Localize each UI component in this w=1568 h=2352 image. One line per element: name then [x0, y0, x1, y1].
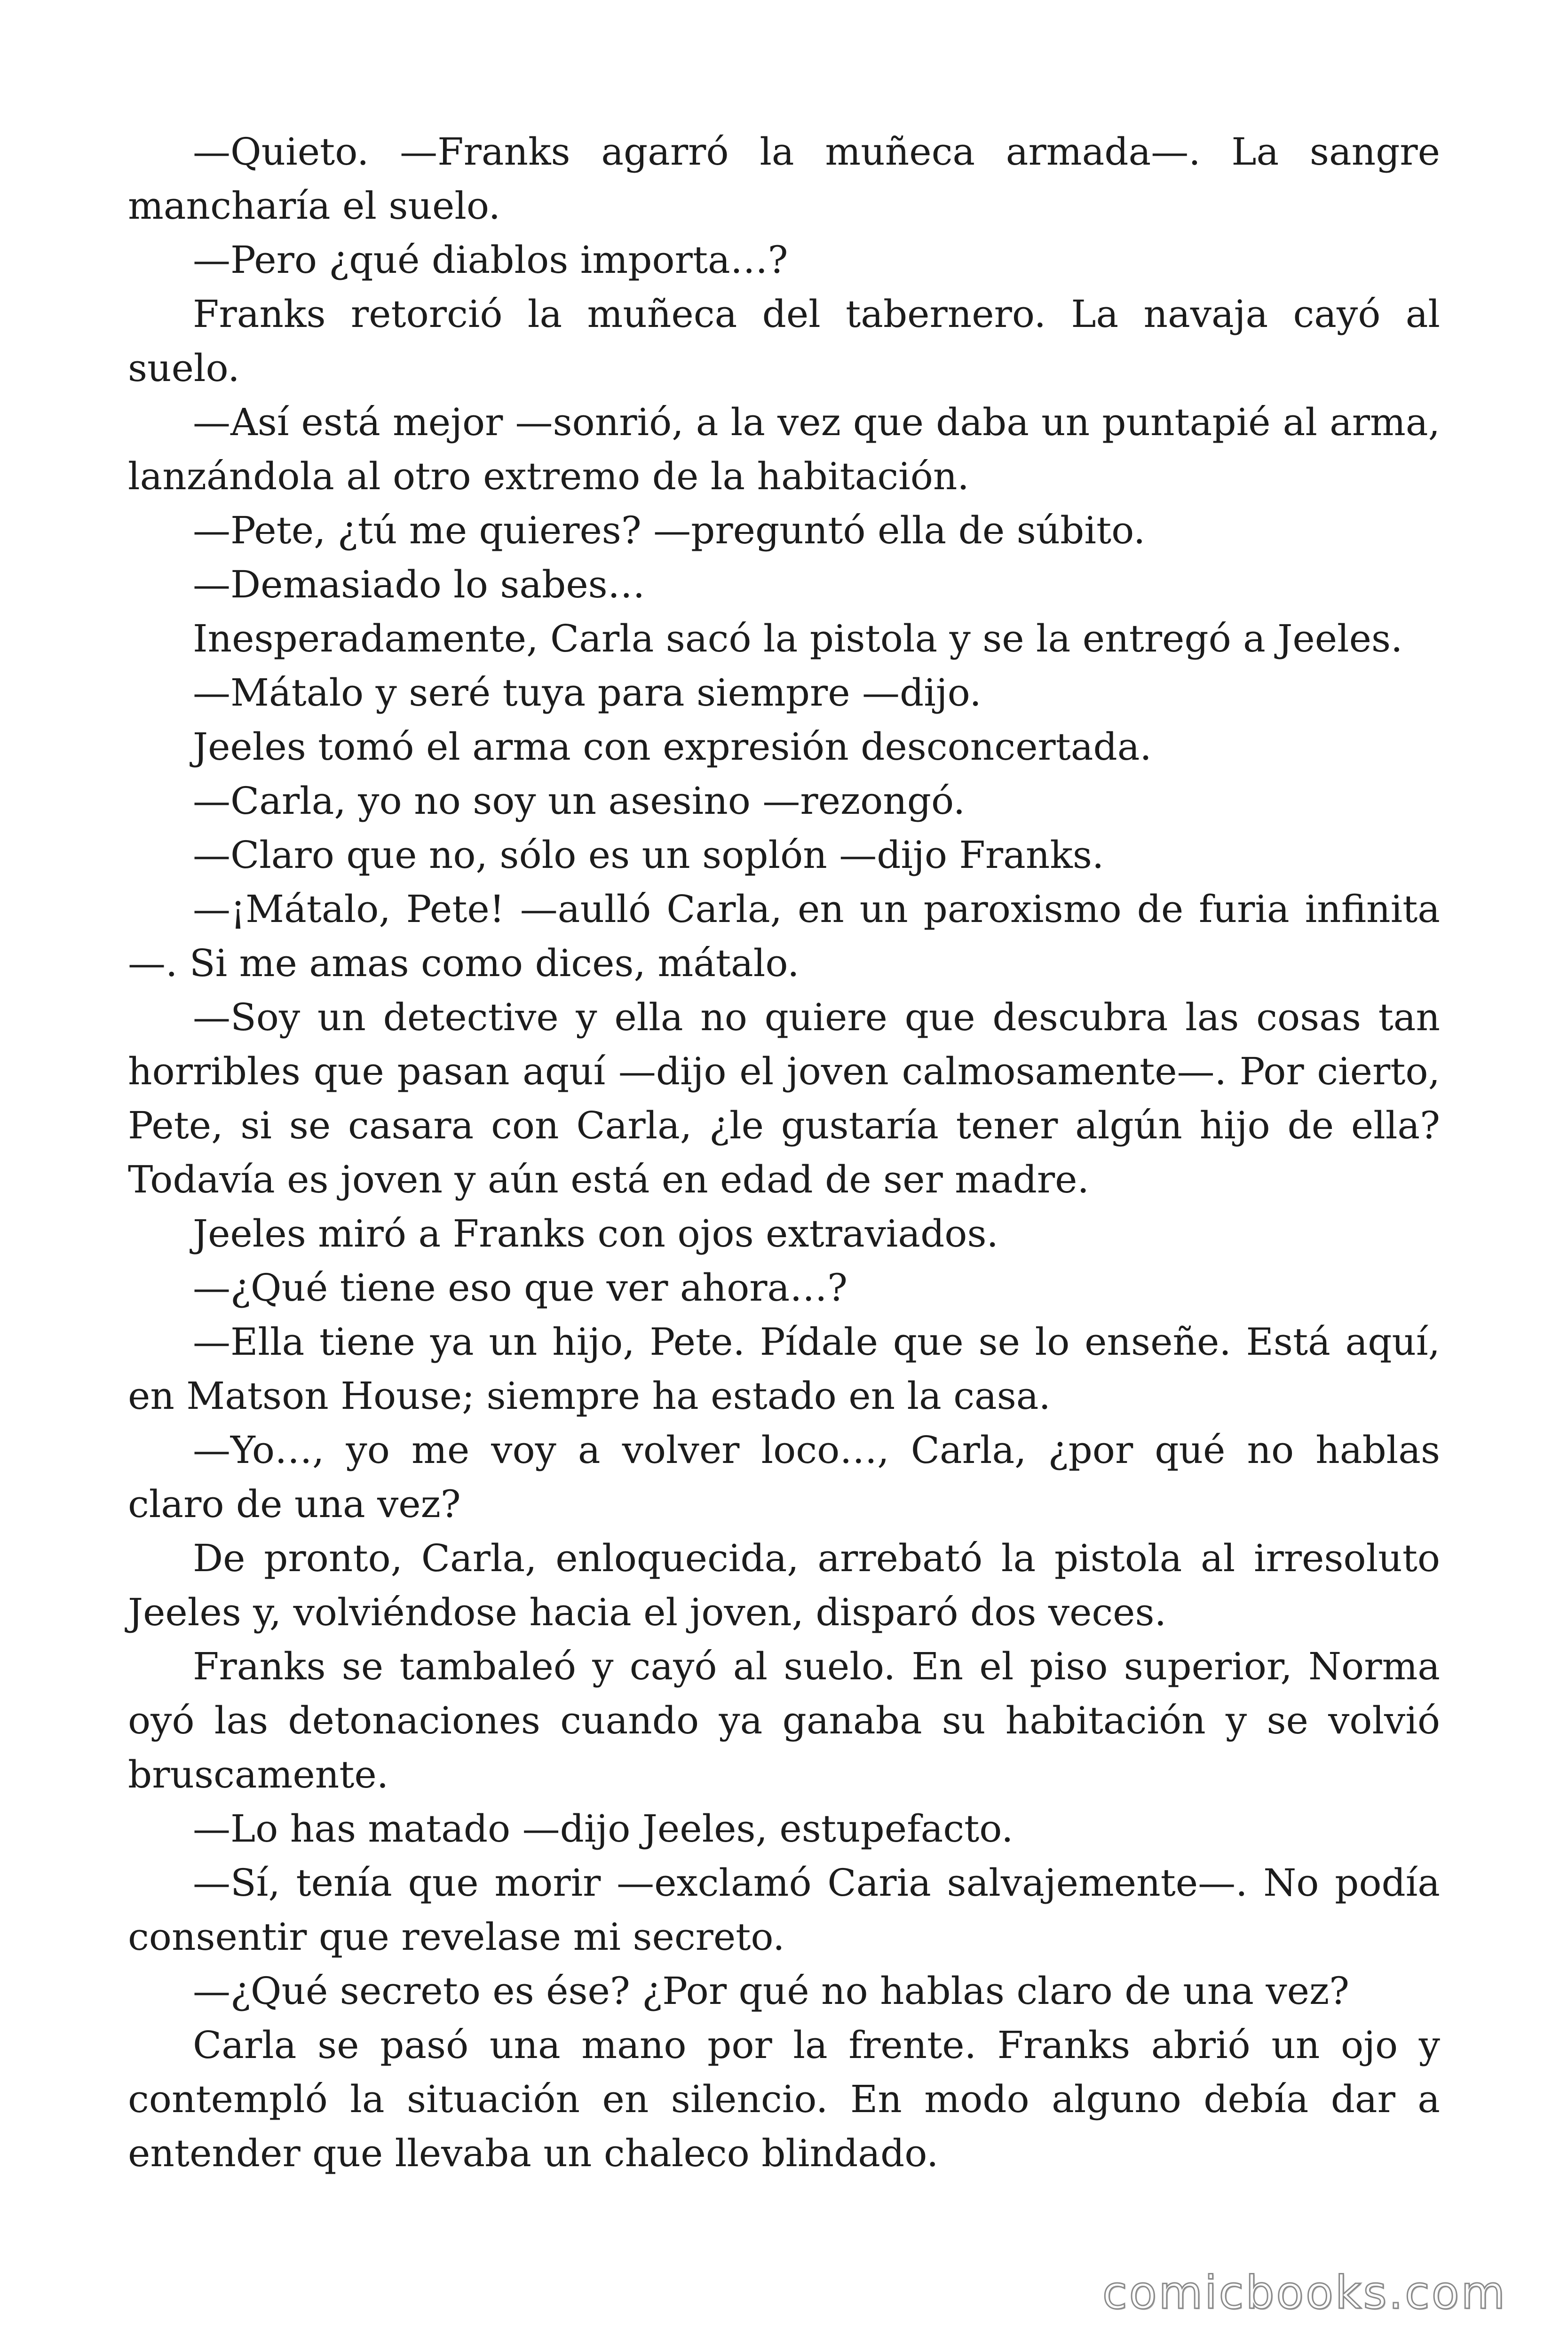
paragraph: Franks se tambaleó y cayó al suelo. En el piso superior, Norma oyó las detonaciones cuando ya ganaba su habitación y se volvió bruscamente. — [128, 1645, 1440, 1796]
paragraph: —Así está mejor —sonrió, a la vez que daba un puntapié al arma, lanzándola al otro extremo de la habitación. — [128, 400, 1440, 498]
paragraph: —Demasiado lo sabes… — [193, 563, 645, 606]
paragraph: —Pete, ¿tú me quieres? —preguntó ella de súbito. — [193, 509, 1146, 552]
paragraph: De pronto, Carla, enloquecida, arrebató la pistola al irresoluto Jeeles y, volviéndose hacia el joven, disparó dos veces. — [128, 1536, 1440, 1634]
paragraph: —Claro que no, sólo es un soplón —dijo Franks. — [193, 833, 1104, 877]
paragraph: —Pero ¿qué diablos importa…? — [193, 238, 788, 282]
paragraph: —Yo…, yo me voy a volver loco…, Carla, ¿por qué no hablas claro de una vez? — [128, 1428, 1440, 1526]
paragraph: —Carla, yo no soy un asesino —rezongó. — [193, 779, 966, 823]
paragraph: —¿Qué secreto es ése? ¿Por qué no hablas claro de una vez? — [193, 1969, 1349, 2013]
paragraph: —Sí, tenía que morir —exclamó Caria salvajemente—. No podía consentir que revelase mi secreto. — [128, 1861, 1440, 1959]
paragraph: —Ella tiene ya un hijo, Pete. Pídale que se lo enseñe. Está aquí, en Matson House; siempre ha estado en la casa. — [128, 1320, 1440, 1418]
paragraph: —Quieto. —Franks agarró la muñeca armada—. La sangre mancharía el suelo. — [128, 130, 1440, 228]
paragraph: —Mátalo y seré tuya para siempre —dijo. — [193, 671, 982, 715]
paragraph: Inesperadamente, Carla sacó la pistola y se la entregó a Jeeles. — [193, 617, 1403, 660]
paragraph: —¡Mátalo, Pete! —aulló Carla, en un paroxismo de furia infinita —. Si me amas como dices, mátalo. — [128, 887, 1440, 985]
paragraph: Franks retorció la muñeca del tabernero. La navaja cayó al suelo. — [128, 292, 1440, 390]
paragraph: —Lo has matado —dijo Jeeles, estupefacto. — [193, 1807, 1014, 1851]
paragraph: —Soy un detective y ella no quiere que descubra las cosas tan horribles que pasan aquí —dijo el joven calmosamente—. Por cierto, Pete, si se casara con Carla, ¿le gustaría tener algún hijo de ella? Todavía es joven y aún está en edad de ser madre. — [128, 995, 1440, 1201]
paragraph: Carla se pasó una mano por la frente. Franks abrió un ojo y contempló la situación en silencio. En modo alguno debía dar a entender que llevaba un chaleco blindado. — [128, 2023, 1440, 2175]
paragraph: —¿Qué tiene eso que ver ahora…? — [193, 1266, 848, 1310]
paragraph: Jeeles tomó el arma con expresión desconcertada. — [193, 725, 1152, 769]
paragraph: Jeeles miró a Franks con ojos extraviados. — [193, 1212, 998, 1255]
page-body — [128, 125, 1440, 2180]
watermark: comicbooks.com — [1102, 2266, 1507, 2319]
